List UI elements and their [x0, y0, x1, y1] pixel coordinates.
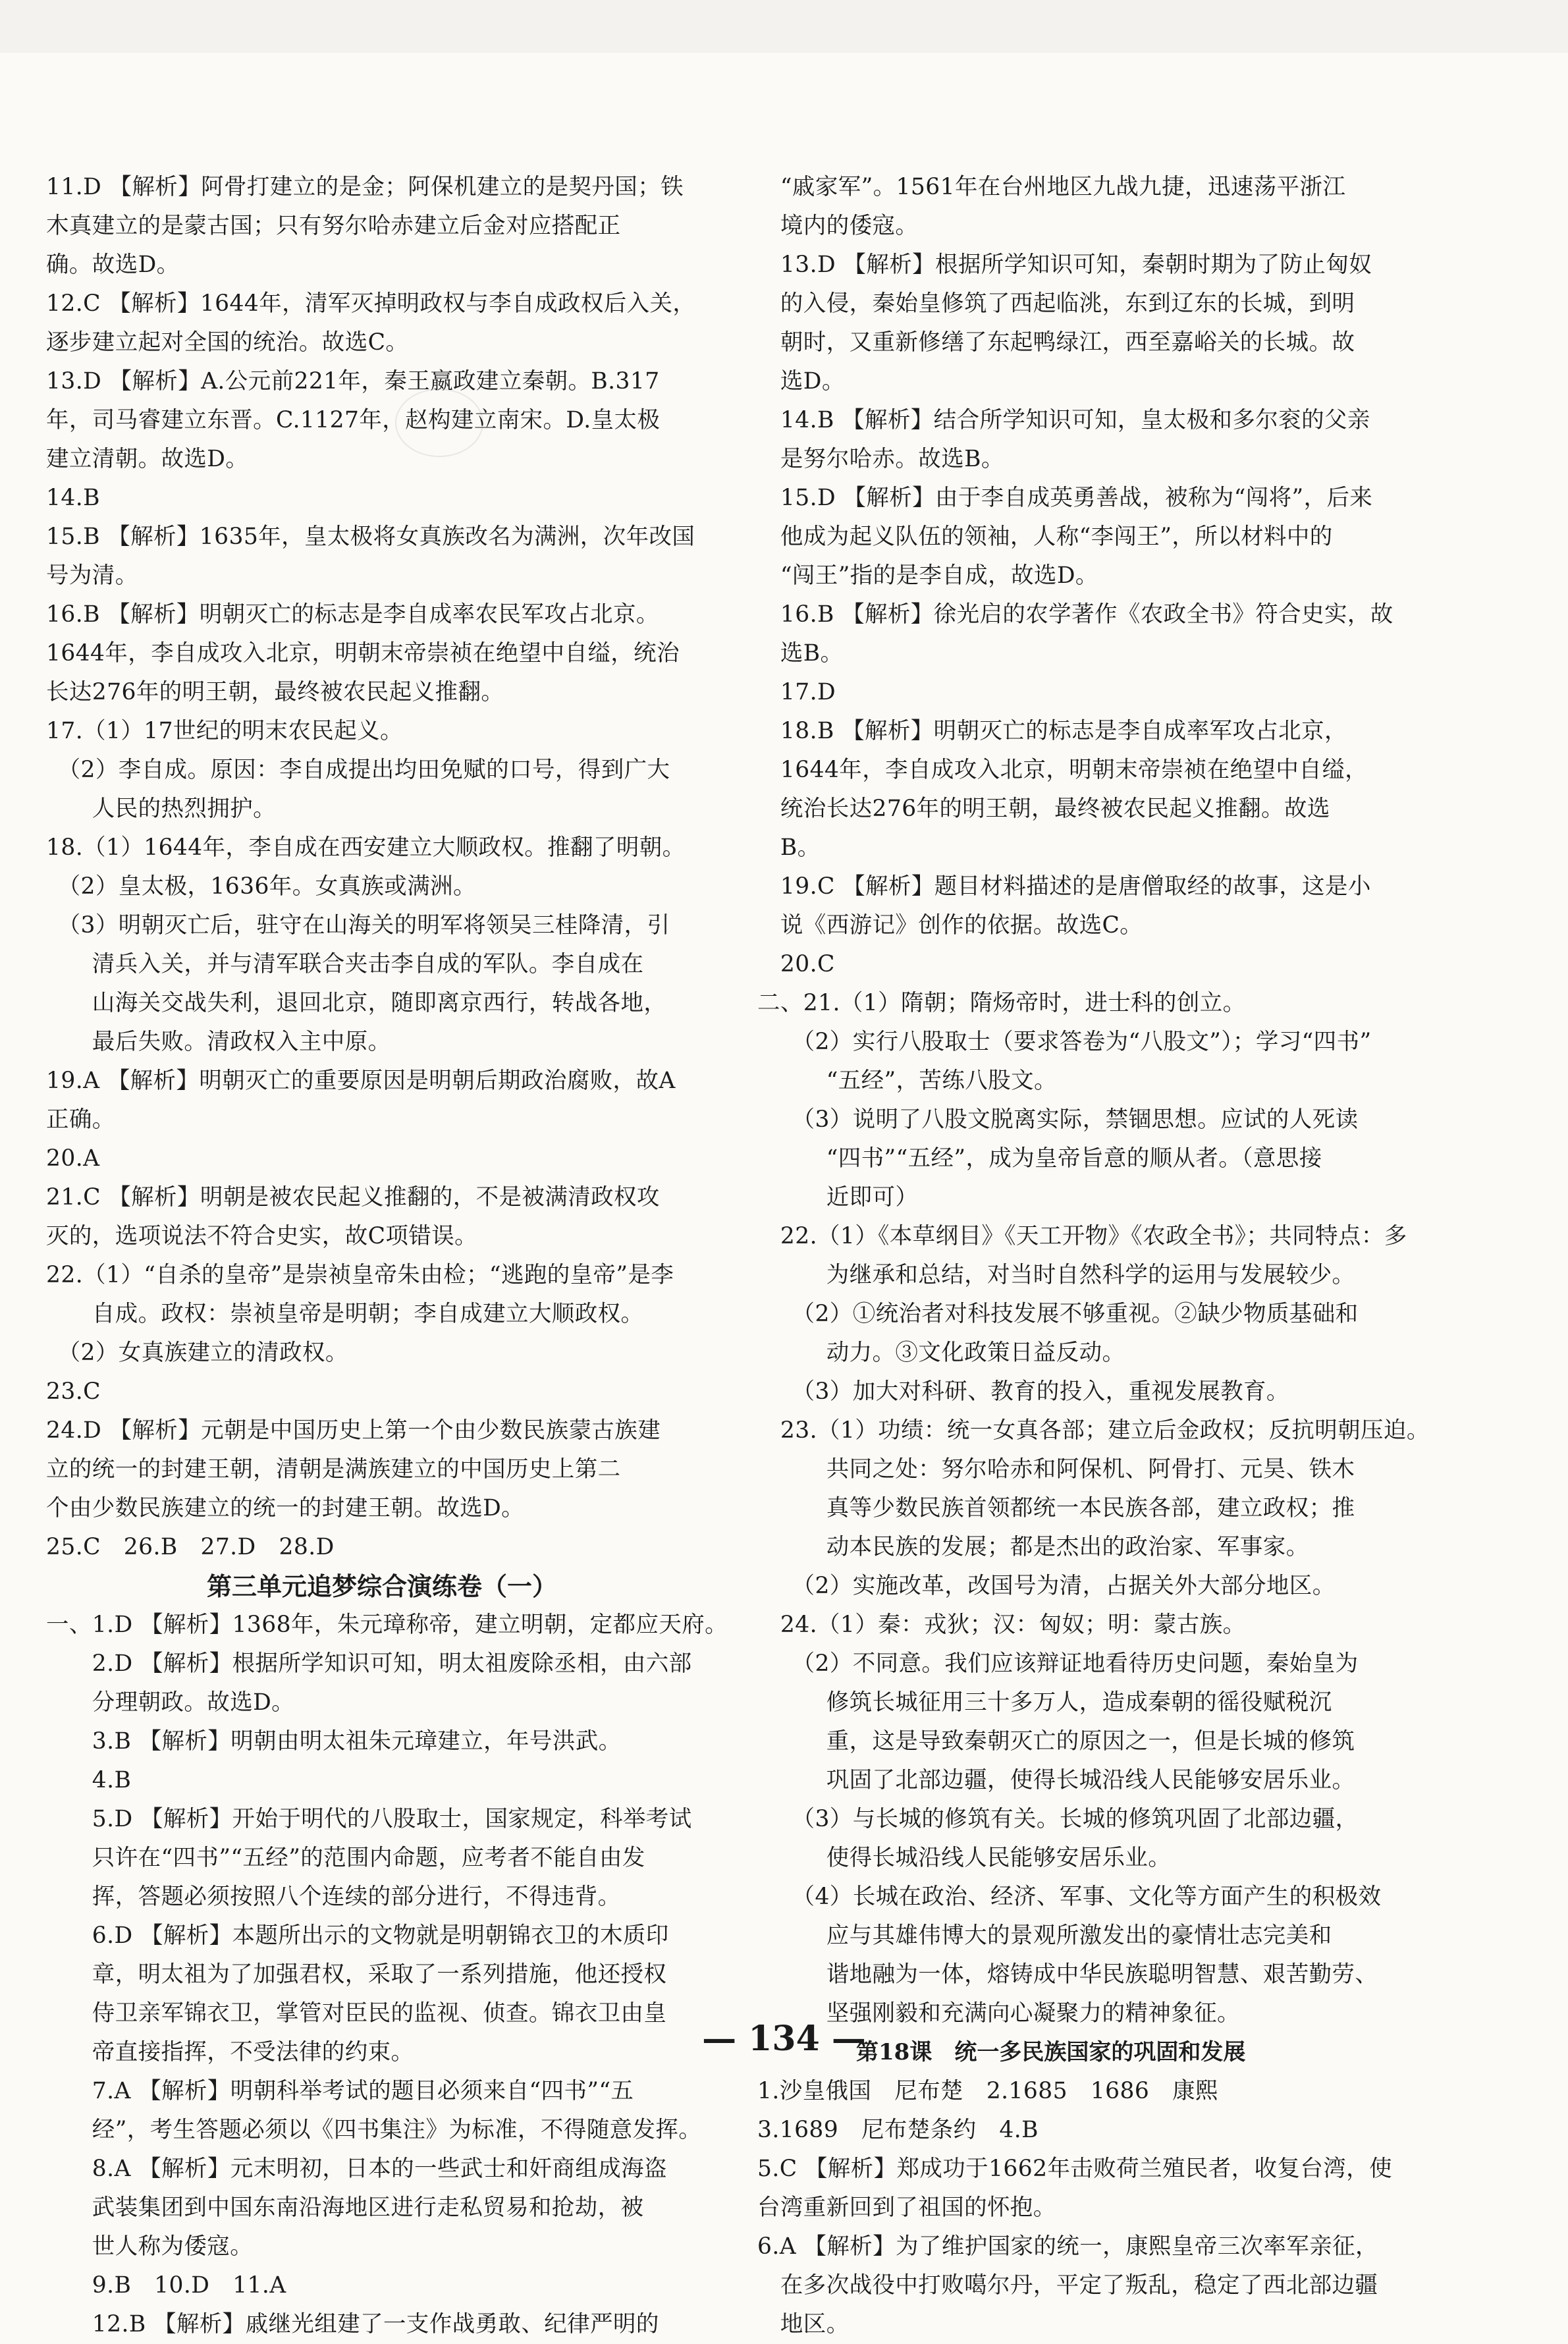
answer-line: 15.D 【解析】由于李自成英勇善战，被称为“闯将”，后来: [757, 485, 1373, 511]
answer-line: 谐地融为一体，熔铸成中华民族聪明智慧、艰苦勤劳、: [757, 1961, 1378, 1988]
answer-line: 自成。政权：崇祯皇帝是明朝；李自成建立大顺政权。: [46, 1301, 644, 1327]
answer-line: 18.（1）1644年，李自成在西安建立大顺政权。推翻了明朝。: [46, 834, 686, 861]
answer-line: 7.A 【解析】明朝科举考试的题目必须来自“四书”“五: [46, 2078, 634, 2104]
answer-line: （4）长城在政治、经济、军事、文化等方面产生的积极效: [757, 1884, 1382, 1910]
answer-line: 世人称为倭寇。: [46, 2233, 254, 2260]
answer-line: 木真建立的是蒙古国；只有努尔哈赤建立后金对应搭配正: [46, 213, 621, 239]
answer-line: 近即可）: [757, 1184, 919, 1211]
answer-line: 在多次战役中打败噶尔丹，平定了叛乱，稳定了西北部边疆: [757, 2272, 1378, 2299]
answer-line: 他成为起义队伍的领袖，人称“李闯王”，所以材料中的: [757, 524, 1333, 550]
answer-line: 地区。: [757, 2311, 850, 2337]
answer-line: 14.B: [46, 485, 100, 511]
answer-line: 20.C: [757, 951, 835, 977]
answer-line: （2）①统治者对科技发展不够重视。②缺少物质基础和: [757, 1301, 1359, 1327]
answer-line: （3）说明了八股文脱离实际，禁锢思想。应试的人死读: [757, 1106, 1359, 1133]
answer-line: 立的统一的封建王朝，清朝是满族建立的中国历史上第二: [46, 1456, 621, 1483]
answer-line: 人民的热烈拥护。: [46, 796, 276, 822]
answer-line: “四书”“五经”，成为皇帝旨意的顺从者。（意思接: [757, 1145, 1322, 1172]
answer-line: 朝时，又重新修缮了东起鸭绿江，西至嘉峪关的长城。故: [757, 329, 1355, 356]
answer-line: 清兵入关，并与清军联合夹击李自成的军队。李自成在: [46, 951, 644, 977]
answer-line: 经”，考生答题必须以《四书集注》为标准，不得随意发挥。: [46, 2117, 702, 2143]
answer-line: 章，明太祖为了加强君权，采取了一系列措施，他还授权: [46, 1961, 667, 1988]
answer-line: 6.A 【解析】为了维护国家的统一，康熙皇帝三次率军亲征，: [757, 2233, 1378, 2260]
answer-line: 17.D: [757, 679, 836, 705]
answer-line: 台湾重新回到了祖国的怀抱。: [757, 2194, 1056, 2221]
answer-line: 分理朝政。故选D。: [46, 1689, 295, 1716]
answer-line: 5.C 【解析】郑成功于1662年击败荷兰殖民者，收复台湾，使: [757, 2156, 1392, 2182]
answer-line: 8.A 【解析】元末明初，日本的一些武士和奸商组成海盗: [46, 2156, 667, 2182]
answer-line: 建立清朝。故选D。: [46, 446, 249, 472]
answer-line: （3）加大对科研、教育的投入，重视发展教育。: [757, 1378, 1289, 1405]
scan-top-margin: [0, 0, 1568, 53]
answer-line: 选D。: [757, 368, 845, 395]
answer-line: 13.D 【解析】A.公元前221年，秦王嬴政建立秦朝。B.317: [46, 368, 660, 395]
answer-line: 25.C 26.B 27.D 28.D: [46, 1534, 335, 1560]
answer-line: B。: [757, 834, 821, 861]
answer-line: 境内的倭寇。: [757, 213, 919, 239]
answer-line: 23.C: [46, 1378, 101, 1405]
answer-line: “闯王”指的是李自成，故选D。: [757, 562, 1098, 589]
answer-line: 23.（1）功绩：统一女真各部；建立后金政权；反抗明朝压迫。: [757, 1417, 1430, 1444]
answer-line: 灭的，选项说法不符合史实，故C项错误。: [46, 1223, 477, 1249]
answer-line: 确。故选D。: [46, 252, 180, 278]
answer-line: 动本民族的发展；都是杰出的政治家、军事家。: [757, 1534, 1309, 1560]
page-number: — 134 —: [702, 2019, 866, 2059]
answer-line: （2）皇太极，1636年。女真族或满洲。: [46, 873, 476, 900]
answer-line: 为继承和总结，对当时自然科学的运用与发展较少。: [757, 1262, 1355, 1288]
answer-line: 6.D 【解析】本题所出示的文物就是明朝锦衣卫的木质印: [46, 1922, 669, 1949]
answer-line: 真等少数民族首领都统一本民族各部，建立政权；推: [757, 1495, 1355, 1521]
answer-line: 山海关交战失利，退回北京，随即离京西行，转战各地，: [46, 990, 667, 1016]
answer-line: 17.（1）17世纪的明末农民起义。: [46, 718, 403, 744]
answer-line: 使得长城沿线人民能够安居乐业。: [757, 1845, 1172, 1871]
answer-line: 24.（1）秦：戎狄；汉：匈奴；明：蒙古族。: [757, 1612, 1246, 1638]
answer-line: 个由少数民族建立的统一的封建王朝。故选D。: [46, 1495, 525, 1521]
answer-line: 是努尔哈赤。故选B。: [757, 446, 1004, 472]
answer-line: 19.A 【解析】明朝灭亡的重要原因是明朝后期政治腐败，故A: [46, 1068, 676, 1094]
lesson-heading: 第18课 统一多民族国家的巩固和发展: [856, 2039, 1246, 2065]
right-column: [757, 168, 1429, 2344]
answer-line: 统治长达276年的明王朝，最终被农民起义推翻。故选: [757, 796, 1330, 822]
answer-line: 12.C 【解析】1644年，清军灭掉明政权与李自成政权后入关，: [46, 290, 696, 317]
answer-line: 共同之处：努尔哈赤和阿保机、阿骨打、元昊、铁木: [757, 1456, 1355, 1483]
answer-line: 动力。③文化政策日益反动。: [757, 1340, 1125, 1366]
answer-line: 16.B 【解析】明朝灭亡的标志是李自成率农民军攻占北京。: [46, 601, 659, 628]
answer-line: 11.D 【解析】阿骨打建立的是金；阿保机建立的是契丹国；铁: [46, 174, 684, 200]
answer-line: 15.B 【解析】1635年，皇太极将女真族改名为满洲，次年改国: [46, 524, 695, 550]
answer-line: 20.A: [46, 1145, 100, 1172]
answer-line: 19.C 【解析】题目材料描述的是唐僧取经的故事，这是小: [757, 873, 1371, 900]
answer-line: 2.D 【解析】根据所学知识可知，明太祖废除丞相，由六部: [46, 1650, 692, 1677]
answer-line: 一、1.D 【解析】1368年，朱元璋称帝，建立明朝，定都应天府。: [46, 1612, 728, 1638]
answer-line: 4.B: [46, 1767, 132, 1793]
answer-line: 1644年，李自成攻入北京，明朝末帝崇祯在绝望中自缢，: [757, 757, 1368, 783]
answer-line: 侍卫亲军锦衣卫，掌管对臣民的监视、侦查。锦衣卫由皇: [46, 2000, 667, 2027]
answer-line: 挥，答题必须按照八个连续的部分进行，不得违背。: [46, 1884, 621, 1910]
answer-line: 5.D 【解析】开始于明代的八股取士，国家规定，科举考试: [46, 1806, 692, 1832]
answer-line: 长达276年的明王朝，最终被农民起义推翻。: [46, 679, 504, 705]
answer-line: （2）女真族建立的清政权。: [46, 1340, 348, 1366]
answer-line: 坚强刚毅和充满向心凝聚力的精神象征。: [757, 2000, 1240, 2027]
answer-line: 3.1689 尼布楚条约 4.B: [757, 2117, 1039, 2143]
answer-line: 12.B 【解析】戚继光组建了一支作战勇敢、纪律严明的: [46, 2311, 659, 2337]
answer-line: 13.D 【解析】根据所学知识可知，秦朝时期为了防止匈奴: [757, 252, 1372, 278]
section-heading: 第三单元追梦综合演练卷（一）: [206, 1571, 557, 1601]
answer-line: 24.D 【解析】元朝是中国历史上第一个由少数民族蒙古族建: [46, 1417, 661, 1444]
answer-line: “五经”，苦练八股文。: [757, 1068, 1057, 1094]
answer-line: 1.沙皇俄国 尼布楚 2.1685 1686 康熙: [757, 2078, 1218, 2104]
answer-line: 正确。: [46, 1106, 115, 1133]
answer-line: （2）实施改革，改国号为清，占据关外大部分地区。: [757, 1573, 1336, 1599]
answer-line: 应与其雄伟博大的景观所激发出的豪情壮志完美和: [757, 1922, 1332, 1949]
left-column: [46, 168, 728, 2344]
answer-line: 22.（1）“自杀的皇帝”是崇祯皇帝朱由检；“逃跑的皇帝”是李: [46, 1262, 674, 1288]
answer-line: 18.B 【解析】明朝灭亡的标志是李自成率军攻占北京，: [757, 718, 1347, 744]
answer-line: 3.B 【解析】明朝由明太祖朱元璋建立，年号洪武。: [46, 1728, 622, 1755]
answer-line: （2）李自成。原因：李自成提出均田免赋的口号，得到广大: [46, 757, 670, 783]
answer-line: 最后失败。清政权入主中原。: [46, 1029, 391, 1055]
answer-line: （2）不同意。我们应该辩证地看待历史问题，秦始皇为: [757, 1650, 1359, 1677]
answer-line: 只许在“四书”“五经”的范围内命题，应考者不能自由发: [46, 1845, 645, 1871]
answer-line: 1644年，李自成攻入北京，明朝末帝崇祯在绝望中自缢，统治: [46, 640, 680, 667]
answer-line: 重，这是导致秦朝灭亡的原因之一，但是长城的修筑: [757, 1728, 1355, 1755]
answer-line: 22.（1）《本草纲目》《天工开物》《农政全书》；共同特点：多: [757, 1223, 1407, 1249]
answer-line: （3）明朝灭亡后，驻守在山海关的明军将领吴三桂降清，引: [46, 912, 670, 939]
answer-line: 16.B 【解析】徐光启的农学著作《农政全书》符合史实，故: [757, 601, 1393, 628]
answer-line: 说《西游记》创作的依据。故选C。: [757, 912, 1143, 939]
answer-line: 帝直接指挥，不受法律的约束。: [46, 2039, 414, 2065]
answer-line: 修筑长城征用三十多万人，造成秦朝的徭役赋税沉: [757, 1689, 1332, 1716]
answer-line: 选B。: [757, 640, 844, 667]
answer-line: 巩固了北部边疆，使得长城沿线人民能够安居乐业。: [757, 1767, 1355, 1793]
answer-line: （2）实行八股取士（要求答卷为“八股文”）；学习“四书”: [757, 1029, 1372, 1055]
answer-line: 逐步建立起对全国的统治。故选C。: [46, 329, 409, 356]
answer-line: 14.B 【解析】结合所学知识可知，皇太极和多尔衮的父亲: [757, 407, 1370, 433]
answer-line: 21.C 【解析】明朝是被农民起义推翻的，不是被满清政权攻: [46, 1184, 660, 1211]
answer-line: 二、21.（1）隋朝；隋炀帝时，进士科的创立。: [757, 990, 1246, 1016]
answer-line: （3）与长城的修筑有关。长城的修筑巩固了北部边疆，: [757, 1806, 1359, 1832]
answer-line: 年，司马睿建立东晋。C.1127年，赵构建立南宋。D.皇太极: [46, 407, 661, 433]
answer-line: “戚家军”。1561年在台州地区九战九捷，迅速荡平浙江: [757, 174, 1346, 200]
answer-line: 9.B 10.D 11.A: [46, 2272, 286, 2299]
answer-line: 武装集团到中国东南沿海地区进行走私贸易和抢劫，被: [46, 2194, 644, 2221]
answer-line: 的入侵，秦始皇修筑了西起临洮，东到辽东的长城，到明: [757, 290, 1355, 317]
answer-line: 号为清。: [46, 562, 138, 589]
